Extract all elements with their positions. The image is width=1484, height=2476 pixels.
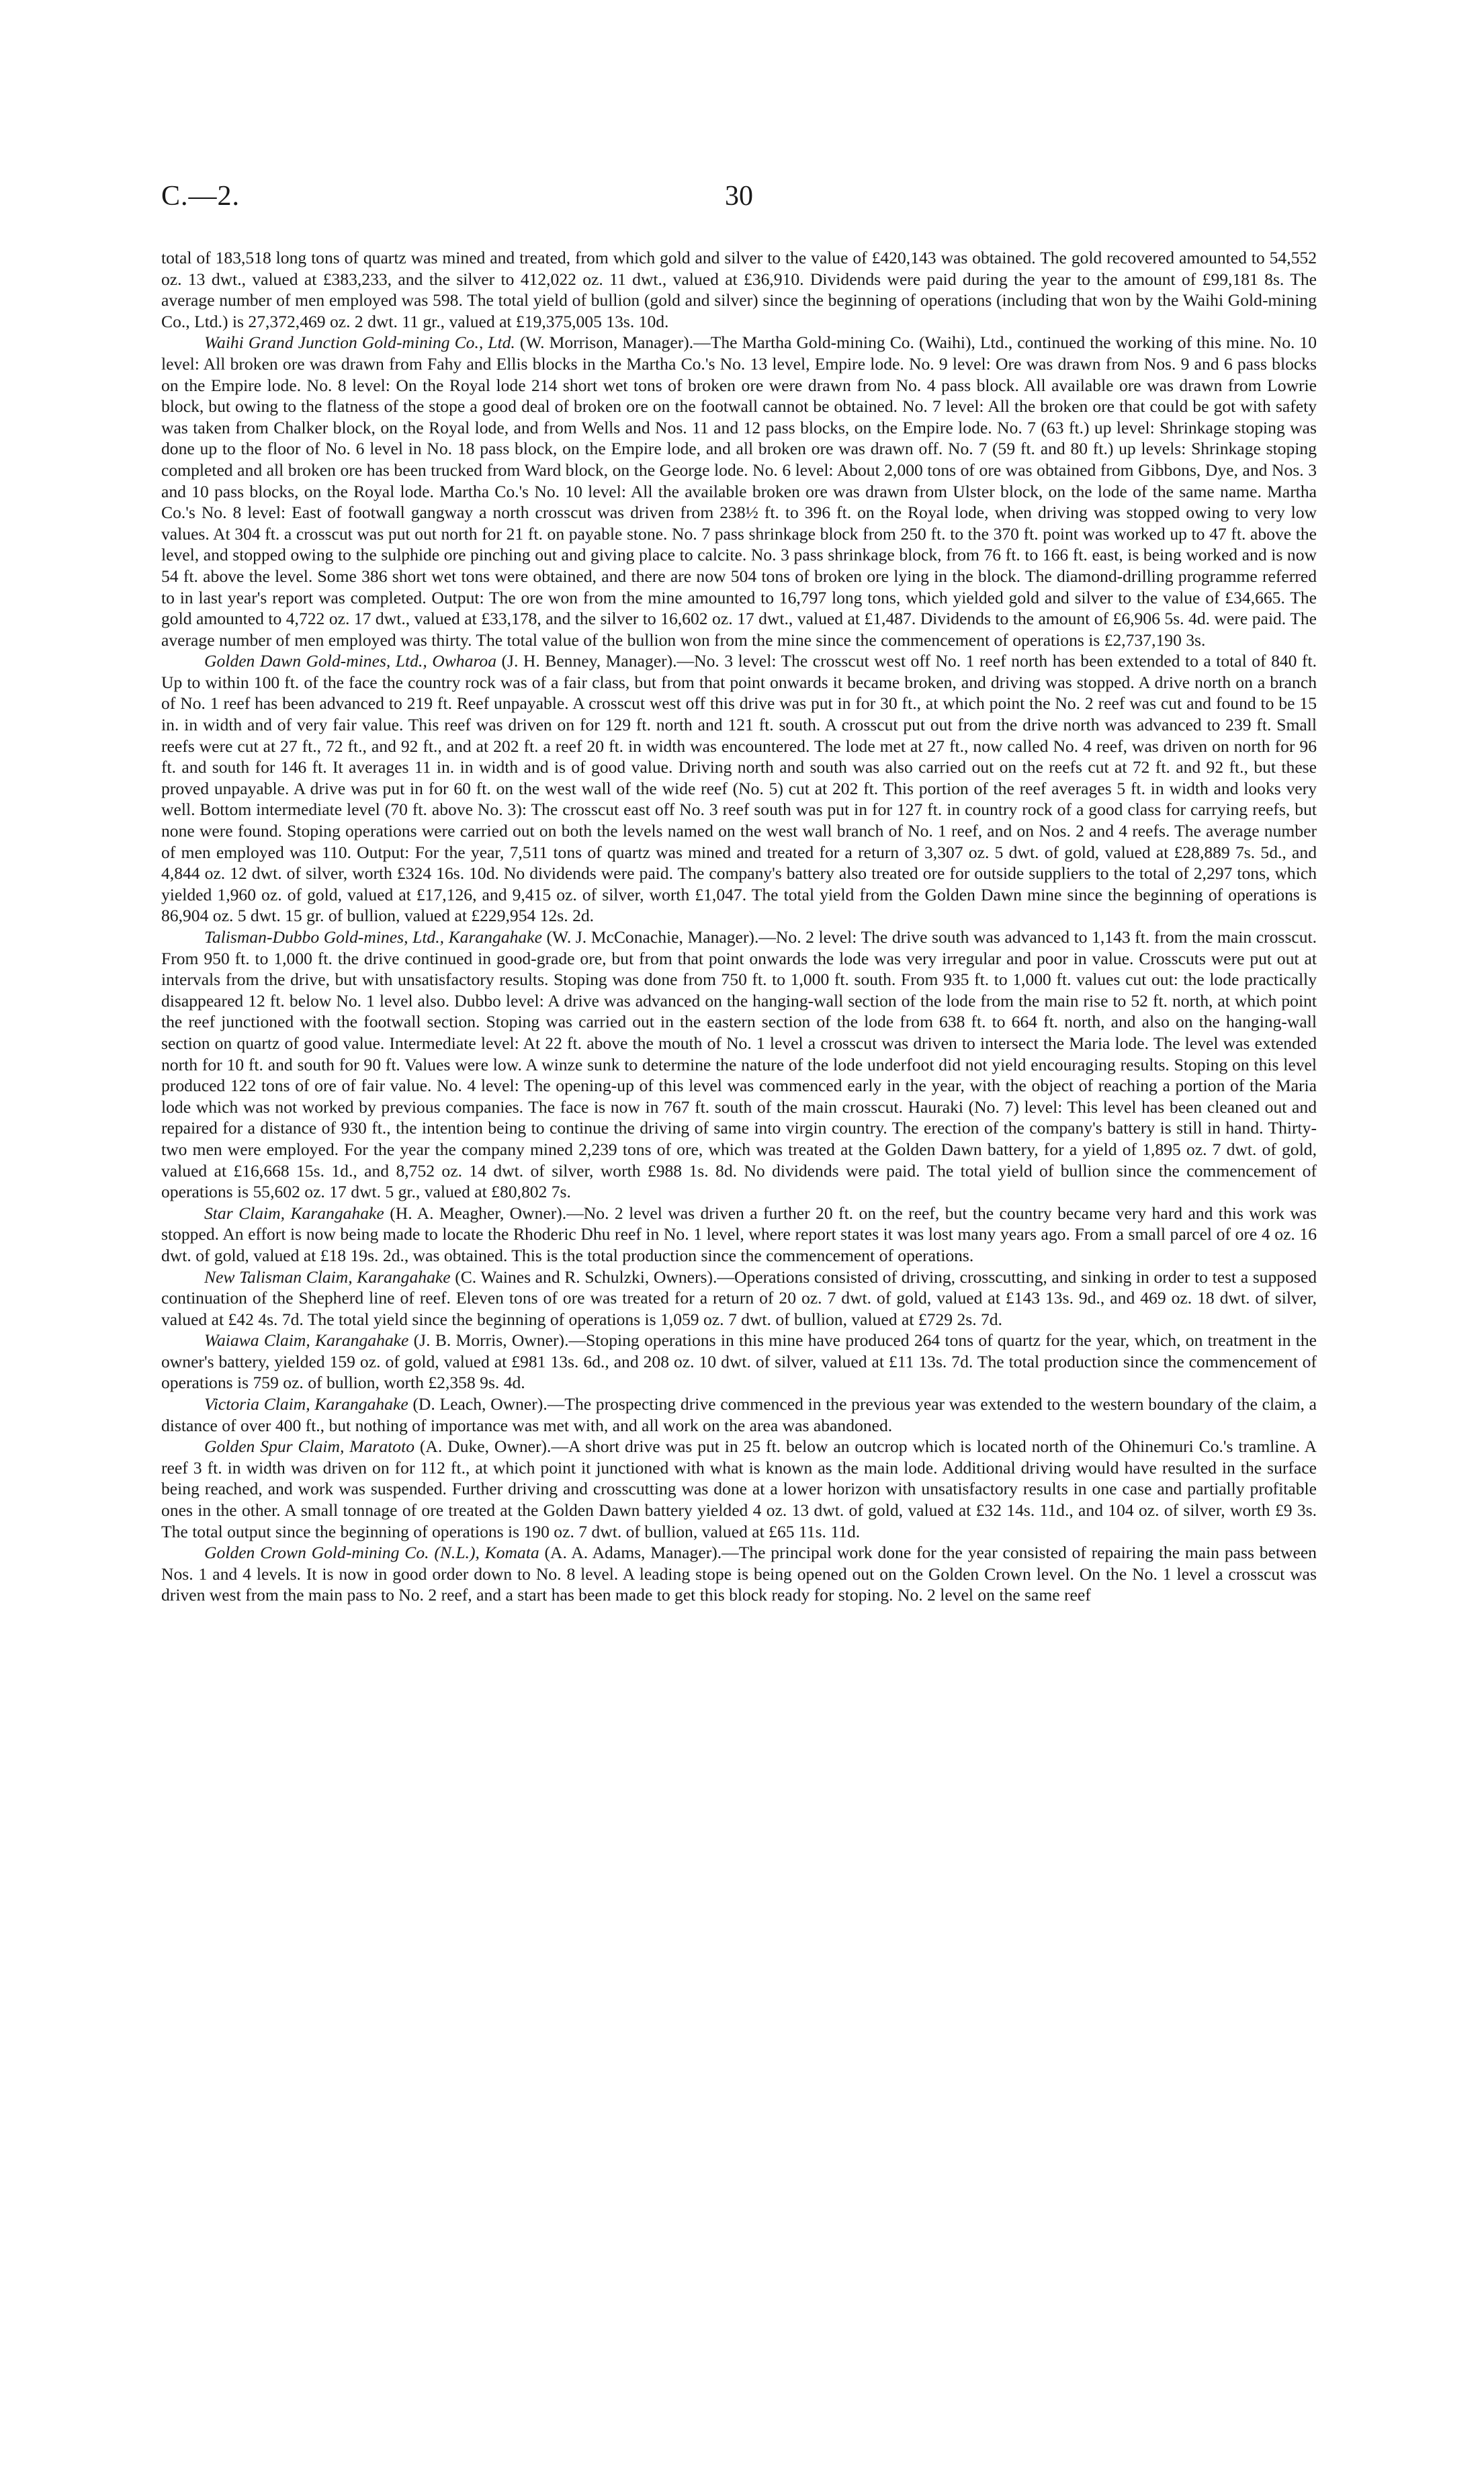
paragraph-title: Talisman-Dubbo Gold-mines, Ltd., Karangahake — [204, 927, 542, 947]
paragraph-waihi-grand-junction — [161, 332, 1317, 650]
paragraph-waiawa-claim — [161, 1330, 1317, 1394]
paragraph-talisman-dubbo — [161, 927, 1317, 1203]
report-reference: C.—2. — [161, 181, 241, 212]
paragraph-text: (J. B. Morris, Owner).—Stoping operations in this mine have produced 264 tons of quartz for the year, which, on treatment in the owner's battery, yielded 159 oz. of gold, valued at £981 13s. 6d., and 208 oz. 10 dwt. of silver, valued at £11 13s. 7d. The total production since the commencement of operations is 759 oz. of bullion, worth £2,358 9s. 4d. — [161, 1330, 1317, 1393]
paragraph-text: (A. Duke, Owner).—A short drive was put in 25 ft. below an outcrop which is located north of the Ohinemuri Co.'s tramline. A reef 3 ft. in width was driven on for 112 ft., at which point it junctioned with what is known as the main lode. Additional driving would have resulted in the surface being reached, and work was suspended. Further driving and crosscutting was done at a lower horizon with unsatisfactory results in one case and partially profitable ones in the other. A small tonnage of ore treated at the Golden Dawn battery yielded 4 oz. 13 dwt. of gold, valued at £32 14s. 11d., and 104 oz. of silver, worth £9 3s. The total output since the beginning of operations is 190 oz. 7 dwt. of bullion, valued at £65 11s. 11d. — [161, 1437, 1317, 1541]
paragraph-title: Star Claim, Karangahake — [204, 1203, 384, 1223]
paragraph-golden-spur — [161, 1436, 1317, 1542]
paragraph-text: (H. A. Meagher, Owner).—No. 2 level was driven a further 20 ft. on the reef, but the country became very hard and this work was stopped. An effort is now being made to locate the Rhoderic Dhu reef in No. 1 level, where report states it was lost many years ago. From a small parcel of ore 4 oz. 16 dwt. of gold, valued at £18 19s. 2d., was obtained. This is the total production since the commencement of operations. — [161, 1203, 1317, 1265]
paragraph-golden-crown — [161, 1542, 1317, 1606]
paragraph-new-talisman — [161, 1267, 1317, 1330]
paragraph-title: Golden Crown Gold-mining Co. (N.L.), Komata — [204, 1543, 539, 1563]
paragraph-text: total of 183,518 long tons of quartz was mined and treated, from which gold and silver to the value of £420,143 was obtained. The gold recovered amounted to 54,552 oz. 13 dwt., valued at £383,233, and the silver to 412,022 oz. 11 dwt., valued at £36,910. Dividends were paid during the year to the amount of £99,181 8s. The average number of men employed was 598. The total yield of bullion (gold and silver) since the beginning of operations (including that won by the Waihi Gold-mining Co., Ltd.) is 27,372,469 oz. 2 dwt. 11 gr., valued at £19,375,005 13s. 10d. — [161, 248, 1317, 331]
paragraph-title: Golden Spur Claim, Maratoto — [204, 1437, 414, 1457]
paragraph-text: (W. Morrison, Manager).—The Martha Gold-mining Co. (Waihi), Ltd., continued the working of this mine. No. 10 level: All broken ore was drawn from Fahy and Ellis blocks in the Martha Co.'s No. 13 level, Empire lode. No. 9 level: Ore was drawn from Nos. 9 and 6 pass blocks on the Empire lode. No. 8 level: On the Royal lode 214 short wet tons of broken ore were drawn from No. 4 pass block. All available ore was drawn from Lowrie block, but owing to the flatness of the stope a good deal of broken ore on the footwall cannot be obtained. No. 7 level: All the broken ore that could be got with safety was taken from Chalker block, on the Royal lode, and from Wells and Nos. 11 and 12 pass blocks, on the Empire lode. No. 7 (63 ft.) up level: Shrinkage stoping was done up to the floor of No. 6 level in No. 18 pass block, on the Empire lode, and all broken ore was drawn off. No. 7 (59 ft. and 80 ft.) up levels: Shrinkage stoping completed and all broken ore has been trucked from Ward block, on the George lode. No. 6 level: About 2,000 tons of ore was obtained from Gibbons, Dye, and Nos. 3 and 10 pass blocks, on the Royal lode. Martha Co.'s No. 10 level: All the available broken ore was drawn from Ulster block, on the lode of the same name. Martha Co.'s No. 8 level: East of footwall gangway a north crosscut was driven from 238½ ft. to 396 ft. on the Royal lode, when driving was stopped owing to very low values. At 304 ft. a crosscut was put out north for 21 ft. on payable stone. No. 7 pass shrinkage block from 250 ft. to the 370 ft. point was worked up to 47 ft. above the level, and stopped owing to the sulphide ore pinching out and giving place to calcite. No. 3 pass shrinkage block, from 76 ft. to 166 ft. east, is being worked and is now 54 ft. above the level. Some 386 short wet tons were obtained, and there are now 504 tons of broken ore lying in the block. The diamond-drilling programme referred to in last year's report was completed. Output: The ore won from the mine amounted to 16,797 long tons, which yielded gold and silver to the value of £34,665. The gold amounted to 4,722 oz. 17 dwt., valued at £33,178, and the silver to 16,602 oz. 17 dwt., valued at £1,487. Dividends to the amount of £6,906 5s. 4d. were paid. The average number of men employed was thirty. The total value of the bullion won from the mine since the commencement of operations is £2,737,190 3s. — [161, 333, 1317, 650]
paragraph-text: (C. Waines and R. Schulzki, Owners).—Operations consisted of driving, crosscutting, and sinking in order to test a supposed continuation of the Shepherd line of reef. Eleven tons of ore was treated for a return of 20 oz. 7 dwt. of gold, valued at £143 13s. 9d., and 469 oz. 18 dwt. of silver, valued at £42 4s. 7d. The total yield since the beginning of operations is 1,059 oz. 7 dwt. of bullion, valued at £729 2s. 7d. — [161, 1267, 1317, 1329]
paragraph-victoria-claim — [161, 1394, 1317, 1436]
paragraph-title: Waiawa Claim, Karangahake — [204, 1330, 409, 1351]
paragraph-text: (A. A. Adams, Manager).—The principal work done for the year consisted of repairing the main pass between Nos. 1 and 4 levels. It is now in good order down to No. 8 level. A leading stope is being opened out on the Golden Crown level. On the No. 1 level a crosscut was driven west from the main pass to No. 2 reef, and a start has been made to get this block ready for stoping. No. 2 level on the same reef — [161, 1543, 1317, 1605]
paragraph-star-claim — [161, 1203, 1317, 1267]
paragraph-text: (D. Leach, Owner).—The prospecting drive commenced in the previous year was extended to the western boundary of the claim, a distance of over 400 ft., but nothing of importance was met with, and all work on the area was abandoned. — [161, 1394, 1317, 1435]
paragraph-title: Golden Dawn Gold-mines, Ltd., Owharoa — [204, 651, 496, 671]
paragraph-title: Victoria Claim, Karangahake — [204, 1394, 408, 1414]
paragraph-golden-dawn — [161, 650, 1317, 927]
paragraph-title: New Talisman Claim, Karangahake — [204, 1267, 451, 1287]
paragraph-text: (J. H. Benney, Manager).—No. 3 level: The crosscut west off No. 1 reef north has been extended to a total of 840 ft. Up to within 100 ft. of the face the country rock was of a fair class, but from that point onwards it became broken, and driving was stopped. A drive north on a branch of No. 1 reef has been advanced to 219 ft. Reef unpayable. A crosscut west off this drive was put in for 30 ft., at which point the No. 2 reef was cut and found to be 15 in. in width and of very fair value. This reef was driven on for 129 ft. north and 121 ft. south. A crosscut put out from the drive north was advanced to 239 ft. Small reefs were cut at 27 ft., 72 ft., and 92 ft., and at 202 ft. a reef 20 ft. in width was encountered. The lode met at 27 ft., now called No. 4 reef, was driven on north for 96 ft. and south for 146 ft. It averages 11 in. in width and is of good value. Driving north and south was also carried out on the reefs cut at 72 ft. and 92 ft., but these proved unpayable. A drive was put in for 60 ft. on the west wall of the wide reef (No. 5) cut at 202 ft. This portion of the reef averages 5 ft. in width and looks very well. Bottom intermediate level (70 ft. above No. 3): The crosscut east off No. 3 reef south was put in for 127 ft. in country rock of a good class for carrying reefs, but none were found. Stoping operations were carried out on both the levels named on the west wall branch of No. 1 reef, and on Nos. 2 and 4 reefs. The average number of men employed was 110. Output: For the year, 7,511 tons of quartz was mined and treated for a return of 3,307 oz. 5 dwt. of gold, valued at £28,889 7s. 5d., and 4,844 oz. 12 dwt. of silver, worth £324 16s. 10d. No dividends were paid. The company's battery also treated ore for outside suppliers to the total of 2,297 tons, which yielded 1,960 oz. of gold, valued at £17,126, and 9,415 oz. of silver, worth £1,047. The total yield from the Golden Dawn mine since the beginning of operations is 86,904 oz. 5 dwt. 15 gr. of bullion, valued at £229,954 12s. 2d. — [161, 651, 1317, 926]
body-text — [161, 247, 1317, 1606]
paragraph-waihi-summary — [161, 247, 1317, 332]
page-number: 30 — [725, 181, 753, 212]
page-header — [161, 180, 1317, 220]
paragraph-text: (W. J. McConachie, Manager).—No. 2 level: The drive south was advanced to 1,143 ft. from the main crosscut. From 950 ft. to 1,000 ft. the drive continued in good-grade ore, but from that point onwards the lode was very irregular and poor in value. Crosscuts were put out at intervals from the drive, but with unsatisfactory results. Stoping was done from 750 ft. to 1,000 ft. south. From 935 ft. to 1,000 ft. values cut out: the lode practically disappeared 12 ft. below No. 1 level also. Dubbo level: A drive was advanced on the hanging-wall section of the lode from the main rise to 52 ft. north, at which point the reef junctioned with the footwall section. Stoping was carried out in the eastern section of the lode from 638 ft. to 664 ft. north, and also on the hanging-wall section on quartz of good value. Intermediate level: At 22 ft. above the mouth of No. 1 level a crosscut was driven to intersect the Maria lode. The level was extended north for 10 ft. and south for 90 ft. Values were low. A winze sunk to determine the nature of the lode underfoot did not yield encouraging results. Stoping on this level produced 122 tons of ore of fair value. No. 4 level: The opening-up of this level was commenced early in the year, with the object of reaching a portion of the Maria lode which was not worked by previous companies. The face is now in 767 ft. south of the main crosscut. Hauraki (No. 7) level: This level has been cleaned out and repaired for a distance of 930 ft., the intention being to continue the driving of same into virgin country. The erection of the company's battery is still in hand. Thirty-two men were employed. For the year the company mined 2,239 tons of ore, which was treated at the Golden Dawn battery, for a yield of 1,895 oz. 7 dwt. of gold, valued at £16,668 15s. 1d., and 8,752 oz. 14 dwt. of silver, worth £988 1s. 8d. No dividends were paid. The total yield of bullion since the commencement of operations is 55,602 oz. 17 dwt. 5 gr., valued at £80,802 7s. — [161, 927, 1317, 1202]
paragraph-title: Waihi Grand Junction Gold-mining Co., Ltd. — [204, 333, 515, 353]
document-page — [161, 0, 1317, 2476]
